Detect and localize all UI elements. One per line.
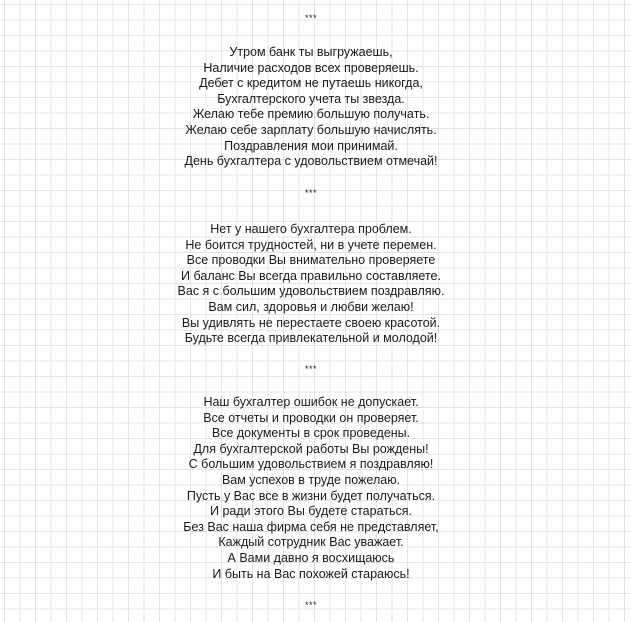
poem-line: Все документы в срок проведены. [211,426,411,441]
poem-line: Желаю себе зарплату большую начислять. [185,122,437,137]
poem-line: Вас я с большим удовольствием поздравляю. [177,284,445,299]
poem-line: И ради этого Вы будете стараться. [210,504,412,519]
poem-line: Каждый сотрудник Вас уважает. [218,535,404,550]
poem-line: Поздравления мои принимай. [224,138,398,153]
poem-line: Дебет с кредитом не путаешь никогда, [199,76,423,91]
poem-3 [0,395,622,582]
poem-line: Наш бухгалтер ошибок не допускает. [203,395,419,409]
separator-3: *** [304,364,317,374]
poem-line: Вам успехов в труде пожелаю. [221,472,401,487]
poem-line: И баланс Вы всегда правильно составляете. [181,268,441,283]
poem-line: Все проводки Вы внимательно проверяете [186,253,436,268]
poem-line: Все отчеты и проводки он проверяет. [203,410,419,425]
poem-line: Бухгалтерского учета ты звезда. [217,91,405,106]
poem-line: День бухгалтера с удовольствием отмечай! [184,154,438,169]
poem-line: Вам сил, здоровья и любви желаю! [208,299,414,314]
poem-line: Утром банк ты выгружаешь, [229,45,393,59]
separator-4: *** [304,600,317,610]
poem-line: А Вами давно я восхищаюсь [227,550,395,565]
poem-line: Пусть у Вас все в жизни будет получаться. [186,488,436,503]
poem-line: С большим удовольствием я поздравляю! [188,457,434,472]
poem-line: Вы удивлять не перестаете своею красотой. [181,315,441,330]
poem-line: Без Вас наша фирма себя не представляет, [183,519,439,534]
poem-line: Для бухгалтерской работы Вы рождены! [193,441,429,456]
poem-line: Не боится трудностей, ни в учете перемен. [185,237,437,252]
separator-2: *** [304,188,317,198]
poem-line: И быть на Вас похожей стараюсь! [212,566,410,581]
separator-1: *** [304,13,317,23]
poem-2 [0,222,622,347]
poem-line: Нет у нашего бухгалтера проблем. [210,222,412,236]
poem-1 [0,45,622,170]
poem-line: Будьте всегда привлекательной и молодой! [184,331,438,346]
poem-line: Желаю тебе премию большую получать. [192,107,430,122]
poem-line: Наличие расходов всех проверяешь. [203,60,419,75]
